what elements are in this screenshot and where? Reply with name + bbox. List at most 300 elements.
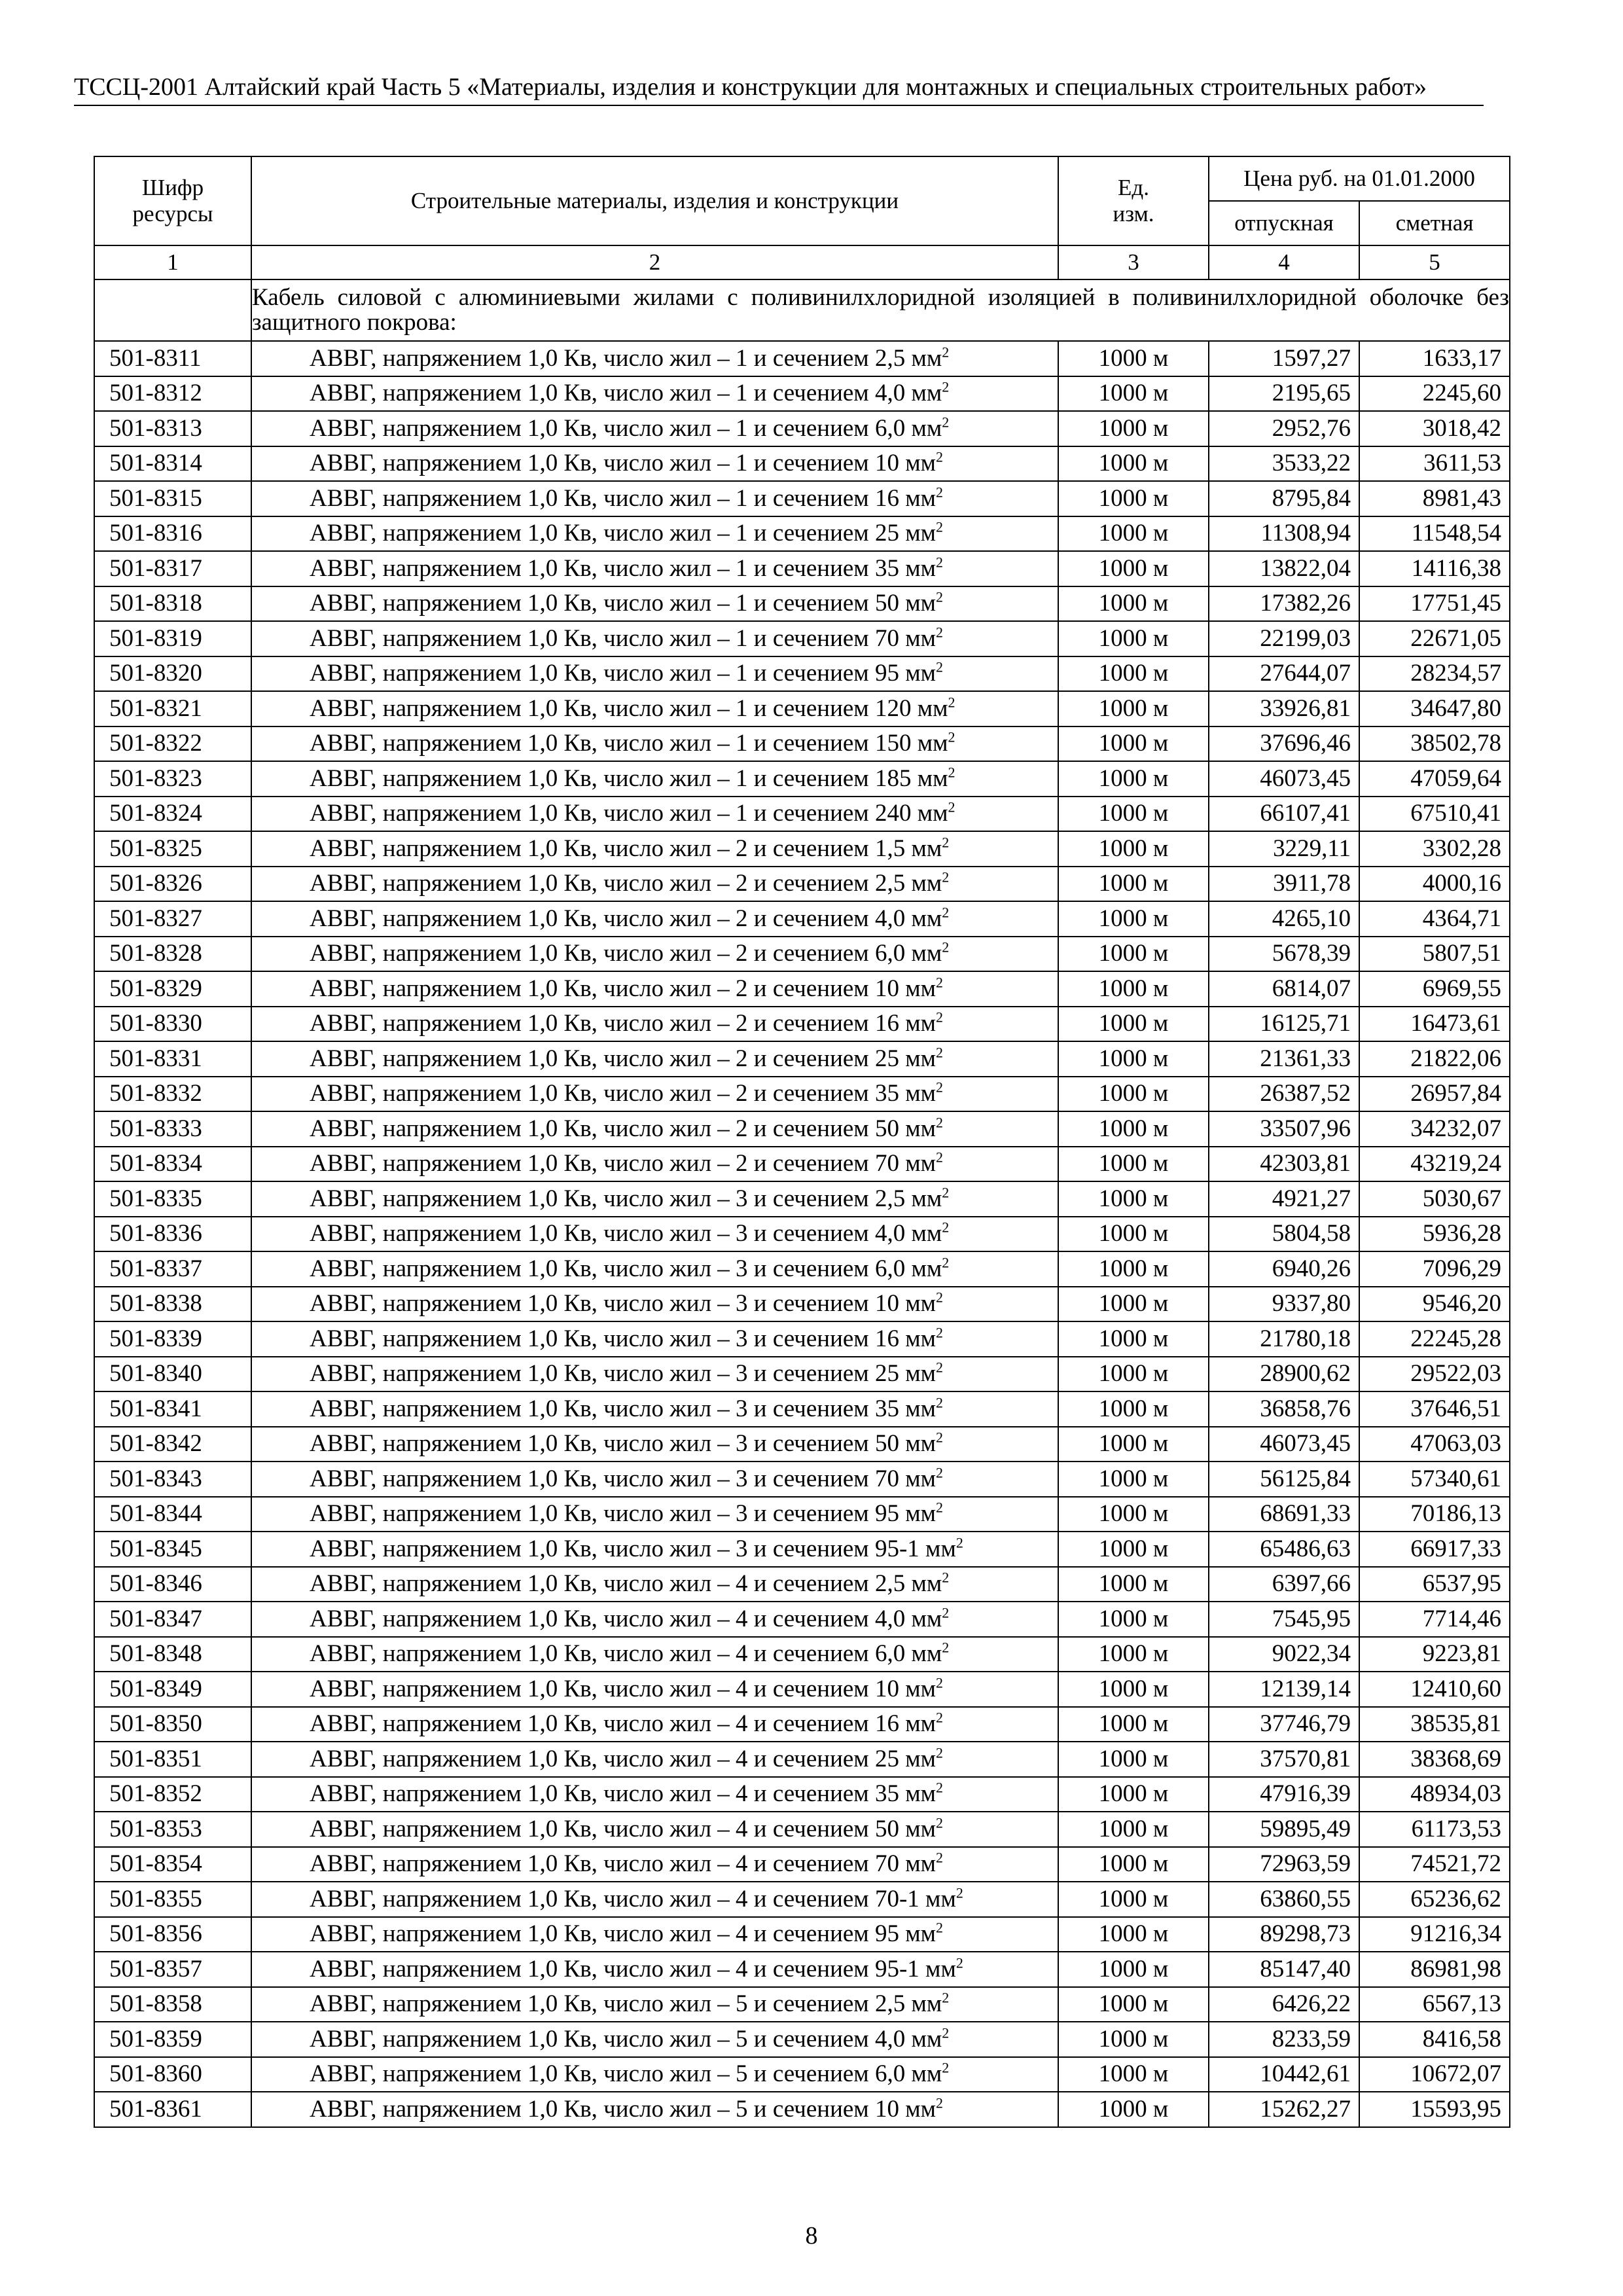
table-row [94, 1742, 1510, 1777]
code-cell: 501-8320 [94, 656, 251, 692]
code-cell: 501-8357 [94, 1952, 251, 1987]
unit-superscript: 2 [936, 1674, 944, 1691]
column-number-row [94, 245, 1510, 279]
estimate-price-cell: 21822,06 [1359, 1041, 1510, 1077]
code-cell: 501-8342 [94, 1427, 251, 1462]
unit-cell: 1000 м [1058, 831, 1209, 867]
column-header-unit: Ед. изм. [1058, 156, 1209, 245]
estimate-price-cell: 3611,53 [1359, 446, 1510, 482]
table-row [94, 1041, 1510, 1077]
release-price-cell: 17382,26 [1209, 586, 1359, 622]
unit-superscript: 2 [942, 1639, 950, 1656]
release-price-cell: 3533,22 [1209, 446, 1359, 482]
estimate-price-cell: 5030,67 [1359, 1181, 1510, 1217]
name-cell [251, 1462, 1058, 1497]
unit-cell: 1000 м [1058, 937, 1209, 972]
unit-cell: 1000 м [1058, 1602, 1209, 1637]
code-cell: 501-8339 [94, 1321, 251, 1357]
estimate-price-cell: 2245,60 [1359, 376, 1510, 412]
unit-superscript: 2 [936, 1919, 944, 1936]
unit-superscript: 2 [942, 2024, 950, 2041]
table-row [94, 1251, 1510, 1287]
name-cell [251, 1287, 1058, 1322]
material-name: АВВГ, напряжением 1,0 Кв, число жил – 4 и сечением 70 мм [310, 1850, 936, 1878]
table-row [94, 516, 1510, 552]
release-price-cell: 85147,40 [1209, 1952, 1359, 1987]
release-price-cell: 21780,18 [1209, 1321, 1359, 1357]
unit-superscript: 2 [936, 1744, 944, 1761]
material-name: АВВГ, напряжением 1,0 Кв, число жил – 5 и сечением 6,0 мм [310, 2060, 942, 2088]
name-cell [251, 2092, 1058, 2127]
unit-cell: 1000 м [1058, 1987, 1209, 2022]
unit-cell: 1000 м [1058, 1742, 1209, 1777]
estimate-price-cell: 48934,03 [1359, 1777, 1510, 1812]
unit-cell: 1000 м [1058, 586, 1209, 622]
release-price-cell: 1597,27 [1209, 341, 1359, 376]
unit-superscript: 2 [942, 344, 950, 361]
unit-superscript: 2 [936, 448, 944, 465]
unit-cell: 1000 м [1058, 1847, 1209, 1882]
release-price-cell: 27644,07 [1209, 656, 1359, 692]
unit-superscript: 2 [942, 414, 950, 431]
unit-cell: 1000 м [1058, 1882, 1209, 1917]
release-price-cell: 10442,61 [1209, 2057, 1359, 2092]
material-name: АВВГ, напряжением 1,0 Кв, число жил – 5 и сечением 10 мм [310, 2095, 936, 2123]
name-cell [251, 1952, 1058, 1987]
unit-cell: 1000 м [1058, 971, 1209, 1007]
table-row [94, 1497, 1510, 1532]
name-cell [251, 1181, 1058, 1217]
unit-cell: 1000 м [1058, 621, 1209, 656]
name-cell [251, 2057, 1058, 2092]
release-price-cell: 4265,10 [1209, 901, 1359, 937]
unit-superscript: 2 [948, 764, 955, 781]
code-cell: 501-8356 [94, 1917, 251, 1952]
unit-cell: 1000 м [1058, 1077, 1209, 1112]
name-cell [251, 1532, 1058, 1567]
code-cell: 501-8313 [94, 411, 251, 446]
estimate-price-cell: 7714,46 [1359, 1602, 1510, 1637]
estimate-price-cell: 29522,03 [1359, 1357, 1510, 1392]
unit-superscript: 2 [936, 1009, 944, 1026]
release-price-cell: 13822,04 [1209, 551, 1359, 586]
material-name: АВВГ, напряжением 1,0 Кв, число жил – 1 и сечением 35 мм [310, 554, 936, 582]
table-row [94, 1217, 1510, 1252]
estimate-price-cell: 86981,98 [1359, 1952, 1510, 1987]
estimate-price-cell: 9223,81 [1359, 1637, 1510, 1672]
estimate-price-cell: 38535,81 [1359, 1707, 1510, 1742]
estimate-price-cell: 5936,28 [1359, 1217, 1510, 1252]
column-header-name: Строительные материалы, изделия и конструкции [251, 156, 1058, 245]
release-price-cell: 37696,46 [1209, 726, 1359, 762]
code-cell: 501-8347 [94, 1602, 251, 1637]
unit-superscript: 2 [942, 939, 950, 956]
unit-superscript: 2 [936, 1079, 944, 1096]
material-name: АВВГ, напряжением 1,0 Кв, число жил – 2 и сечением 35 мм [310, 1080, 936, 1107]
unit-cell: 1000 м [1058, 1041, 1209, 1077]
table-row [94, 1847, 1510, 1882]
column-header-estimate: сметная [1359, 201, 1510, 245]
name-cell [251, 1672, 1058, 1707]
release-price-cell: 6426,22 [1209, 1987, 1359, 2022]
unit-superscript: 2 [948, 694, 955, 711]
release-price-cell: 66107,41 [1209, 797, 1359, 832]
table-row [94, 586, 1510, 622]
table-row [94, 2057, 1510, 2092]
release-price-cell: 6940,26 [1209, 1251, 1359, 1287]
estimate-price-cell: 57340,61 [1359, 1462, 1510, 1497]
material-name: АВВГ, напряжением 1,0 Кв, число жил – 3 и сечением 95-1 мм [310, 1535, 956, 1562]
code-cell: 501-8336 [94, 1217, 251, 1252]
table-row [94, 481, 1510, 516]
estimate-price-cell: 10672,07 [1359, 2057, 1510, 2092]
code-cell: 501-8318 [94, 586, 251, 622]
estimate-price-cell: 22245,28 [1359, 1321, 1510, 1357]
column-number: 4 [1209, 245, 1359, 279]
release-price-cell: 22199,03 [1209, 621, 1359, 656]
material-name: АВВГ, напряжением 1,0 Кв, число жил – 4 и сечением 95 мм [310, 1920, 936, 1948]
release-price-cell: 68691,33 [1209, 1497, 1359, 1532]
unit-superscript: 2 [936, 1429, 944, 1446]
name-cell [251, 1602, 1058, 1637]
material-name: АВВГ, напряжением 1,0 Кв, число жил – 5 и сечением 4,0 мм [310, 2025, 942, 2053]
release-price-cell: 3911,78 [1209, 867, 1359, 902]
unit-superscript: 2 [942, 1184, 950, 1201]
unit-cell: 1000 м [1058, 1462, 1209, 1497]
unit-superscript: 2 [936, 1394, 944, 1411]
release-price-cell: 5804,58 [1209, 1217, 1359, 1252]
material-name: АВВГ, напряжением 1,0 Кв, число жил – 1 и сечением 70 мм [310, 624, 936, 652]
unit-superscript: 2 [936, 1464, 944, 1481]
material-name: АВВГ, напряжением 1,0 Кв, число жил – 1 и сечением 10 мм [310, 450, 936, 477]
table-row [94, 831, 1510, 867]
table-row [94, 446, 1510, 482]
table-row [94, 971, 1510, 1007]
estimate-price-cell: 6567,13 [1359, 1987, 1510, 2022]
release-price-cell: 21361,33 [1209, 1041, 1359, 1077]
release-price-cell: 33926,81 [1209, 691, 1359, 726]
release-price-cell: 8795,84 [1209, 481, 1359, 516]
table-row [94, 1321, 1510, 1357]
release-price-cell: 6814,07 [1209, 971, 1359, 1007]
unit-superscript: 2 [955, 1884, 963, 1901]
release-price-cell: 46073,45 [1209, 1427, 1359, 1462]
section-code-cell [94, 279, 251, 341]
code-cell: 501-8360 [94, 2057, 251, 2092]
unit-cell: 1000 м [1058, 516, 1209, 552]
release-price-cell: 72963,59 [1209, 1847, 1359, 1882]
unit-superscript: 2 [942, 904, 950, 921]
release-price-cell: 15262,27 [1209, 2092, 1359, 2127]
estimate-price-cell: 47063,03 [1359, 1427, 1510, 1462]
code-cell: 501-8330 [94, 1007, 251, 1042]
column-number: 3 [1058, 245, 1209, 279]
code-cell: 501-8354 [94, 1847, 251, 1882]
code-cell: 501-8322 [94, 726, 251, 762]
code-cell: 501-8319 [94, 621, 251, 656]
unit-cell: 1000 м [1058, 376, 1209, 412]
material-name: АВВГ, напряжением 1,0 Кв, число жил – 3 и сечением 25 мм [310, 1360, 936, 1388]
code-cell: 501-8337 [94, 1251, 251, 1287]
material-name: АВВГ, напряжением 1,0 Кв, число жил – 3 и сечением 2,5 мм [310, 1185, 942, 1212]
material-name: АВВГ, напряжением 1,0 Кв, число жил – 4 и сечением 35 мм [310, 1780, 936, 1808]
unit-cell: 1000 м [1058, 1427, 1209, 1462]
estimate-price-cell: 8416,58 [1359, 2022, 1510, 2057]
running-title: ТССЦ-2001 Алтайский край Часть 5 «Материалы, изделия и конструкции для монтажных и специальных строительных работ» [74, 73, 1427, 101]
unit-superscript: 2 [936, 1709, 944, 1726]
column-header-code: Шифр ресурсы [94, 156, 251, 245]
name-cell [251, 1427, 1058, 1462]
release-price-cell: 26387,52 [1209, 1077, 1359, 1112]
unit-cell: 1000 м [1058, 1391, 1209, 1427]
unit-superscript: 2 [942, 1569, 950, 1586]
release-price-cell: 11308,94 [1209, 516, 1359, 552]
code-cell: 501-8359 [94, 2022, 251, 2057]
unit-cell: 1000 м [1058, 901, 1209, 937]
unit-cell: 1000 м [1058, 691, 1209, 726]
release-price-cell: 63860,55 [1209, 1882, 1359, 1917]
release-price-cell: 2195,65 [1209, 376, 1359, 412]
section-title: Кабель силовой с алюминиевыми жилами с поливинилхлоридной изоляцией в поливинилхлоридной оболочке без защитного покрова: [251, 279, 1510, 341]
release-price-cell: 9337,80 [1209, 1287, 1359, 1322]
estimate-price-cell: 16473,61 [1359, 1007, 1510, 1042]
estimate-price-cell: 34647,80 [1359, 691, 1510, 726]
unit-cell: 1000 м [1058, 797, 1209, 832]
release-price-cell: 42303,81 [1209, 1147, 1359, 1182]
code-cell: 501-8327 [94, 901, 251, 937]
table-row [94, 1287, 1510, 1322]
material-name: АВВГ, напряжением 1,0 Кв, число жил – 1 и сечением 6,0 мм [310, 414, 942, 442]
name-cell [251, 516, 1058, 552]
unit-cell: 1000 м [1058, 481, 1209, 516]
unit-cell: 1000 м [1058, 1812, 1209, 1847]
name-cell [251, 1777, 1058, 1812]
estimate-price-cell: 7096,29 [1359, 1251, 1510, 1287]
table-row [94, 1462, 1510, 1497]
code-cell: 501-8350 [94, 1707, 251, 1742]
name-cell [251, 2022, 1058, 2057]
unit-cell: 1000 м [1058, 1777, 1209, 1812]
unit-cell: 1000 м [1058, 446, 1209, 482]
table-row [94, 1147, 1510, 1182]
estimate-price-cell: 11548,54 [1359, 516, 1510, 552]
material-name: АВВГ, напряжением 1,0 Кв, число жил – 1 и сечением 240 мм [310, 800, 948, 827]
code-cell: 501-8345 [94, 1532, 251, 1567]
release-price-cell: 7545,95 [1209, 1602, 1359, 1637]
release-price-cell: 9022,34 [1209, 1637, 1359, 1672]
material-name: АВВГ, напряжением 1,0 Кв, число жил – 3 и сечением 4,0 мм [310, 1220, 942, 1247]
material-name: АВВГ, напряжением 1,0 Кв, число жил – 2 и сечением 50 мм [310, 1115, 936, 1142]
code-cell: 501-8349 [94, 1672, 251, 1707]
release-price-cell: 16125,71 [1209, 1007, 1359, 1042]
unit-cell: 1000 м [1058, 341, 1209, 376]
unit-cell: 1000 м [1058, 1321, 1209, 1357]
unit-superscript: 2 [936, 1499, 944, 1516]
column-number: 5 [1359, 245, 1510, 279]
code-cell: 501-8338 [94, 1287, 251, 1322]
material-name: АВВГ, напряжением 1,0 Кв, число жил – 3 и сечением 10 мм [310, 1290, 936, 1318]
unit-cell: 1000 м [1058, 2092, 1209, 2127]
table-row [94, 621, 1510, 656]
unit-superscript: 2 [936, 974, 944, 991]
estimate-price-cell: 5807,51 [1359, 937, 1510, 972]
table-row [94, 1007, 1510, 1042]
code-cell: 501-8315 [94, 481, 251, 516]
code-cell: 501-8312 [94, 376, 251, 412]
unit-superscript: 2 [936, 1849, 944, 1866]
material-name: АВВГ, напряжением 1,0 Кв, число жил – 1 и сечением 95 мм [310, 660, 936, 687]
material-name: АВВГ, напряжением 1,0 Кв, число жил – 4 и сечением 6,0 мм [310, 1640, 942, 1668]
estimate-price-cell: 6537,95 [1359, 1567, 1510, 1602]
name-cell [251, 621, 1058, 656]
table-row [94, 1672, 1510, 1707]
material-name: АВВГ, напряжением 1,0 Кв, число жил – 1 и сечением 4,0 мм [310, 380, 942, 407]
name-cell [251, 446, 1058, 482]
material-name: АВВГ, напряжением 1,0 Кв, число жил – 2 и сечением 10 мм [310, 975, 936, 1002]
table-row [94, 341, 1510, 376]
estimate-price-cell: 67510,41 [1359, 797, 1510, 832]
table-row [94, 376, 1510, 412]
unit-cell: 1000 м [1058, 1637, 1209, 1672]
estimate-price-cell: 47059,64 [1359, 761, 1510, 797]
table-row [94, 726, 1510, 762]
code-cell: 501-8361 [94, 2092, 251, 2127]
column-number: 2 [251, 245, 1058, 279]
estimate-price-cell: 34232,07 [1359, 1111, 1510, 1147]
table-row [94, 1637, 1510, 1672]
estimate-price-cell: 70186,13 [1359, 1497, 1510, 1532]
code-cell: 501-8314 [94, 446, 251, 482]
estimate-price-cell: 38502,78 [1359, 726, 1510, 762]
unit-superscript: 2 [936, 1814, 944, 1831]
name-cell [251, 1917, 1058, 1952]
estimate-price-cell: 61173,53 [1359, 1812, 1510, 1847]
column-number: 1 [94, 245, 251, 279]
unit-cell: 1000 м [1058, 1217, 1209, 1252]
page-number: 8 [805, 2222, 818, 2250]
unit-cell: 1000 м [1058, 1532, 1209, 1567]
table-row [94, 1882, 1510, 1917]
section-row [94, 279, 1510, 341]
unit-superscript: 2 [936, 1114, 944, 1131]
material-name: АВВГ, напряжением 1,0 Кв, число жил – 5 и сечением 2,5 мм [310, 1990, 942, 2018]
code-cell: 501-8324 [94, 797, 251, 832]
unit-superscript: 2 [942, 1989, 950, 2006]
price-table [94, 156, 1510, 2128]
estimate-price-cell: 6969,55 [1359, 971, 1510, 1007]
unit-cell: 1000 м [1058, 1917, 1209, 1952]
name-cell [251, 937, 1058, 972]
unit-superscript: 2 [942, 378, 950, 395]
estimate-price-cell: 1633,17 [1359, 341, 1510, 376]
material-name: АВВГ, напряжением 1,0 Кв, число жил – 3 и сечением 70 мм [310, 1465, 936, 1492]
name-cell [251, 1847, 1058, 1882]
name-cell [251, 1357, 1058, 1392]
table-row [94, 2092, 1510, 2127]
name-cell [251, 797, 1058, 832]
estimate-price-cell: 65236,62 [1359, 1882, 1510, 1917]
table-row [94, 1987, 1510, 2022]
material-name: АВВГ, напряжением 1,0 Кв, число жил – 2 и сечением 16 мм [310, 1010, 936, 1037]
estimate-price-cell: 91216,34 [1359, 1917, 1510, 1952]
name-cell [251, 1391, 1058, 1427]
unit-cell: 1000 м [1058, 1111, 1209, 1147]
unit-superscript: 2 [942, 1604, 950, 1621]
material-name: АВВГ, напряжением 1,0 Кв, число жил – 4 и сечением 50 мм [310, 1815, 936, 1842]
material-name: АВВГ, напряжением 1,0 Кв, число жил – 4 и сечением 4,0 мм [310, 1605, 942, 1632]
name-cell [251, 1567, 1058, 1602]
table-row [94, 1391, 1510, 1427]
material-name: АВВГ, напряжением 1,0 Кв, число жил – 3 и сечением 16 мм [310, 1325, 936, 1352]
table-row [94, 1181, 1510, 1217]
material-name: АВВГ, напряжением 1,0 Кв, число жил – 2 и сечением 2,5 мм [310, 870, 942, 897]
code-cell: 501-8323 [94, 761, 251, 797]
material-name: АВВГ, напряжением 1,0 Кв, число жил – 1 и сечением 185 мм [310, 764, 948, 792]
estimate-price-cell: 66917,33 [1359, 1532, 1510, 1567]
material-name: АВВГ, напряжением 1,0 Кв, число жил – 1 и сечением 25 мм [310, 520, 936, 547]
table-row [94, 1111, 1510, 1147]
table-row [94, 867, 1510, 902]
table-row [94, 797, 1510, 832]
release-price-cell: 2952,76 [1209, 411, 1359, 446]
header-rule [74, 105, 1484, 106]
release-price-cell: 37746,79 [1209, 1707, 1359, 1742]
unit-cell: 1000 м [1058, 1952, 1209, 1987]
table-row [94, 2022, 1510, 2057]
code-cell: 501-8316 [94, 516, 251, 552]
unit-superscript: 2 [936, 658, 944, 675]
unit-cell: 1000 м [1058, 761, 1209, 797]
unit-cell: 1000 м [1058, 1287, 1209, 1322]
name-cell [251, 1217, 1058, 1252]
unit-cell: 1000 м [1058, 2022, 1209, 2057]
name-cell [251, 376, 1058, 412]
code-cell: 501-8334 [94, 1147, 251, 1182]
code-cell: 501-8358 [94, 1987, 251, 2022]
name-cell [251, 867, 1058, 902]
name-cell [251, 341, 1058, 376]
table-row [94, 761, 1510, 797]
table-row [94, 656, 1510, 692]
table-row [94, 1357, 1510, 1392]
unit-superscript: 2 [936, 1289, 944, 1306]
code-cell: 501-8343 [94, 1462, 251, 1497]
name-cell [251, 726, 1058, 762]
name-cell [251, 656, 1058, 692]
table-row [94, 1952, 1510, 1987]
table-row [94, 1077, 1510, 1112]
code-cell: 501-8346 [94, 1567, 251, 1602]
name-cell [251, 411, 1058, 446]
release-price-cell: 37570,81 [1209, 1742, 1359, 1777]
code-cell: 501-8351 [94, 1742, 251, 1777]
material-name: АВВГ, напряжением 1,0 Кв, число жил – 4 и сечением 10 мм [310, 1675, 936, 1702]
release-price-cell: 5678,39 [1209, 937, 1359, 972]
unit-superscript: 2 [936, 1324, 944, 1341]
unit-superscript: 2 [948, 798, 955, 816]
estimate-price-cell: 17751,45 [1359, 586, 1510, 622]
material-name: АВВГ, напряжением 1,0 Кв, число жил – 4 и сечением 16 мм [310, 1710, 936, 1738]
code-cell: 501-8335 [94, 1181, 251, 1217]
code-cell: 501-8353 [94, 1812, 251, 1847]
unit-superscript: 2 [942, 869, 950, 886]
code-cell: 501-8332 [94, 1077, 251, 1112]
name-cell [251, 1111, 1058, 1147]
column-header-release: отпускная [1209, 201, 1359, 245]
code-cell: 501-8341 [94, 1391, 251, 1427]
estimate-price-cell: 43219,24 [1359, 1147, 1510, 1182]
code-cell: 501-8355 [94, 1882, 251, 1917]
